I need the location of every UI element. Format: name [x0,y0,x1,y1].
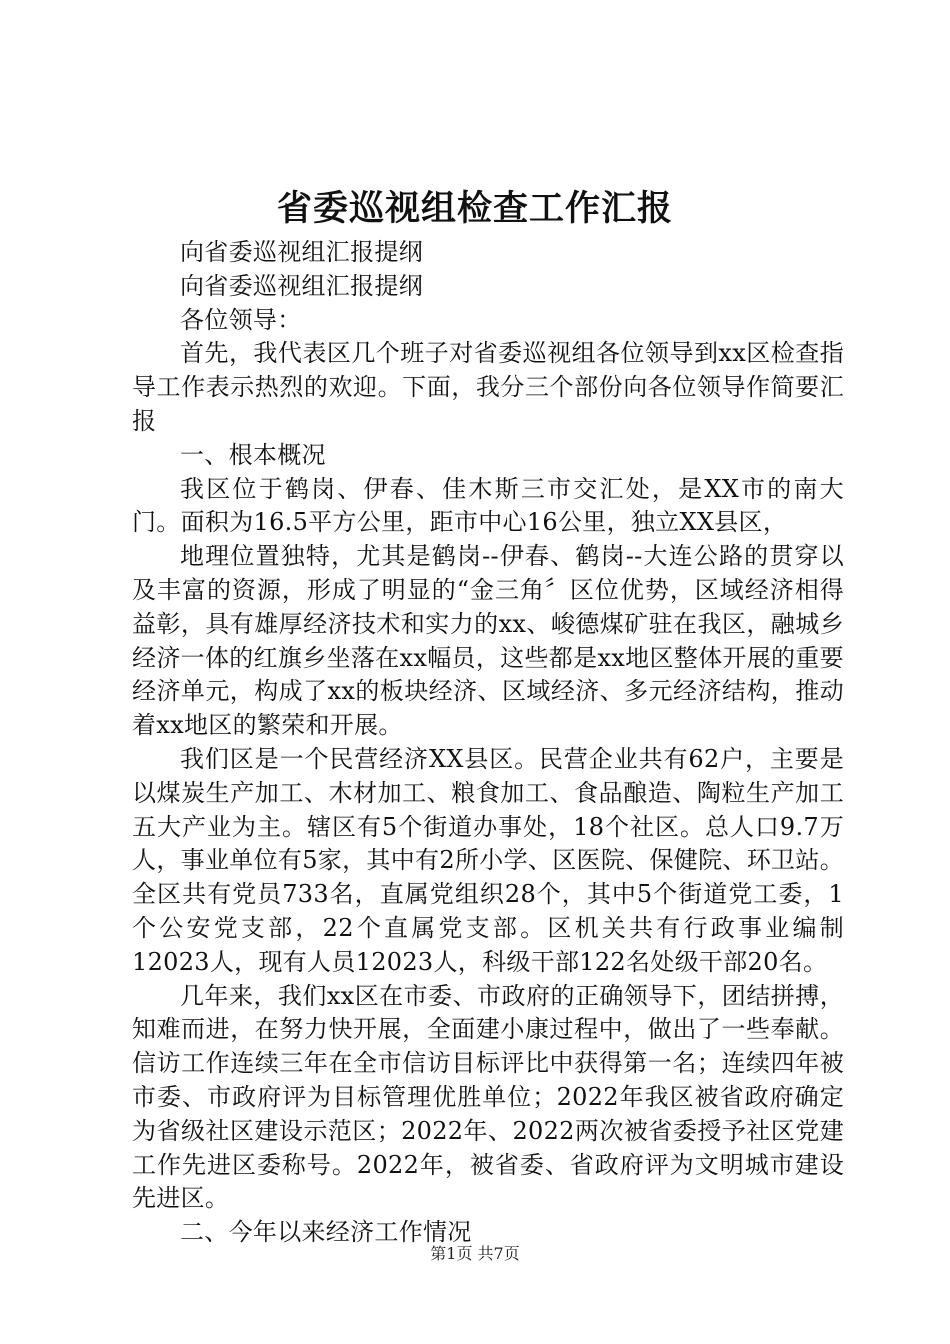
paragraph-geography: 地理位置独特，尤其是鹤岗--伊春、鹤岗--大连公路的贯穿以及丰富的资源，形成了明显的“金三角〞区位优势，区域经济相得益彰，具有雄厚经济技术和实力的xx、峻德煤矿驻在我区，融城乡经济一体的红旗乡坐落在xx幅员，这些都是xx地区整体开展的重要经济单元，构成了xx的板块经济、区域经济、多元经济结构，推动着xx地区的繁荣和开展。 [132,542,844,740]
paragraph-private-economy: 我们区是一个民营经济XX县区。民营企业共有62户，主要是以煤炭生产加工、木材加工、粮食加工、食品酿造、陶粒生产加工五大产业为主。辖区有5个街道办事处，18个社区。总人口9.7万人，事业单位有5家，其中有2所小学、区医院、保健院、环卫站。全区共有党员733名，直属党组织28个，其中5个街道党工委，1个公安党支部，22个直属党支部。区机关共有行政事业编制12023人，现有人员12023人，科级干部122名处级干部20名。 [132,744,844,976]
section-heading-economic-work: 二、今年以来经济工作情况 [180,1218,472,1247]
paragraph-opening: 首先，我代表区几个班子对省委巡视组各位领导到xx区检查指导工作表示热烈的欢迎。下面，我分三个部份向各位领导作简要汇报 [132,339,844,435]
paragraph-salutation: 各位领导： [180,305,302,334]
paragraph-location: 我区位于鹤岗、伊春、佳木斯三市交汇处，是XX市的南大门。面积为16.5平方公里，距市中心16公里，独立XX县区， [132,474,844,537]
paragraph-outline-heading-1: 向省委巡视组汇报提纲 [180,238,423,266]
paragraph-outline-heading-2: 向省委巡视组汇报提纲 [180,271,423,300]
section-heading-basic-overview: 一、根本概况 [180,440,326,469]
document-body [132,236,844,1250]
document-title: 省委巡视组检查工作汇报 [276,188,673,229]
page-footer: 第1页 共7页 [430,1244,520,1263]
paragraph-achievements: 几年来，我们xx区在市委、市政府的正确领导下，团结拼搏，知难而进，在努力快开展，全面建小康过程中，做出了一些奉献。信访工作连续三年在全市信访目标评比中获得第一名；连续四年被市委、市政府评为目标管理优胜单位；2022年我区被省政府确定为省级社区建设示范区；2022年、2022两次被省委授予社区党建工作先进区委称号。2022年，被省委、省政府评为文明城市建设先进区。 [132,981,844,1213]
